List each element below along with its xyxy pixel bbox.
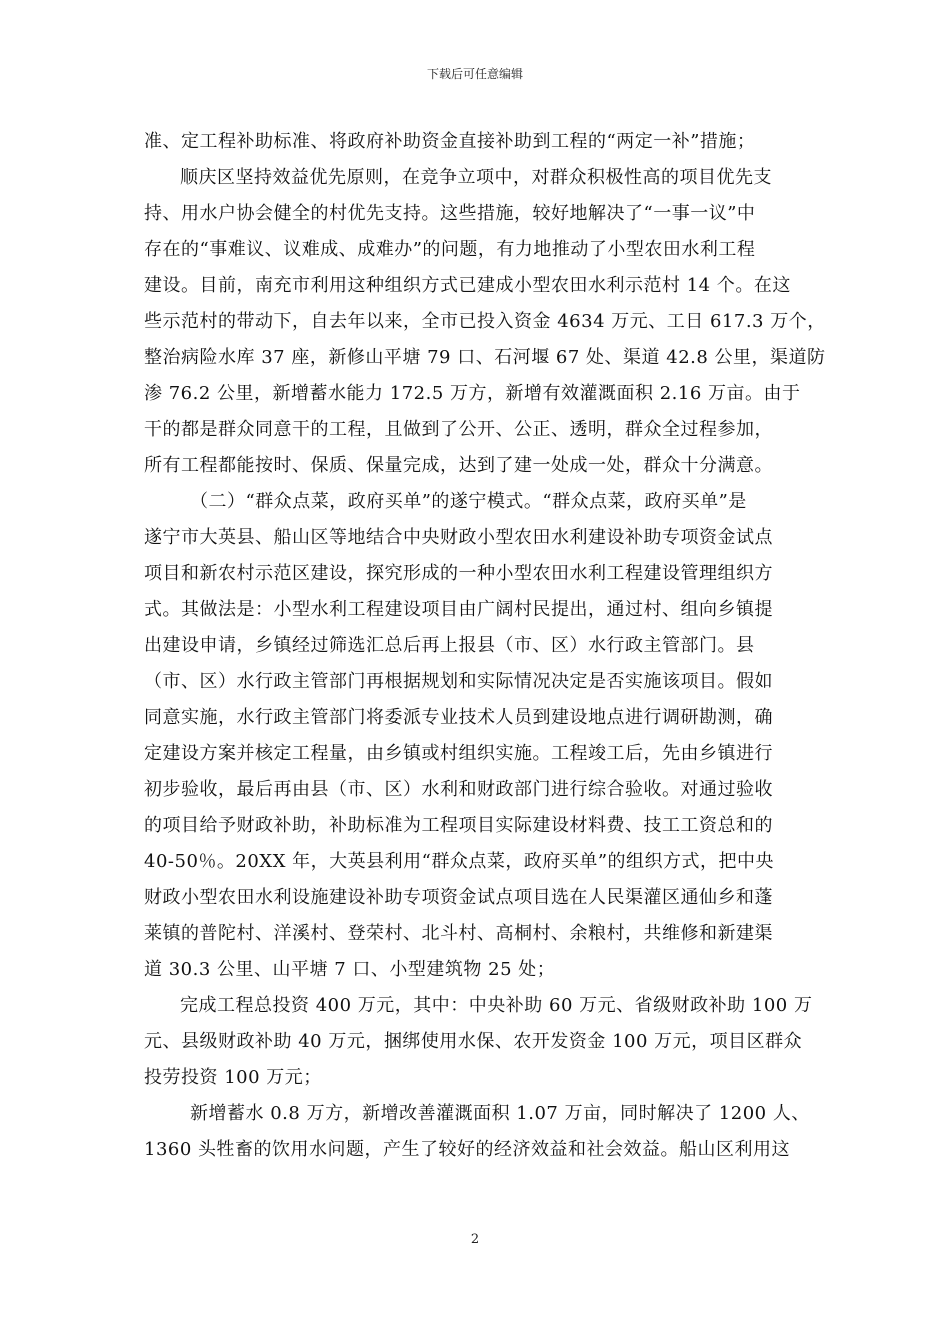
text-line: 新增蓄水 0.8 万方，新增改善灌溉面积 1.07 万亩，同时解决了 1200 人、 <box>190 1103 810 1124</box>
text-line: 式。其做法是：小型水利工程建设项目由广阔村民提出，通过村、组向乡镇提 <box>144 599 773 620</box>
text-line: 道 30.3 公里、山平塘 7 口、小型建筑物 25 处； <box>144 959 556 980</box>
page-number: 2 <box>470 1232 480 1247</box>
text-line: 渗 76.2 公里，新增蓄水能力 172.5 万方，新增有效灌溉面积 2.16 万亩。由于 <box>144 383 801 404</box>
document-body <box>144 124 826 1168</box>
text-line: 投劳投资 100 万元； <box>144 1067 322 1088</box>
section-heading-line: （二）“群众点菜，政府买单”的遂宁模式。“群众点菜，政府买单”是 <box>190 491 747 512</box>
text-line: 准、定工程补助标准、将政府补助资金直接补助到工程的“两定一补”措施； <box>144 131 756 152</box>
text-line: 所有工程都能按时、保质、保量完成，达到了建一处成一处，群众十分满意。 <box>144 455 773 476</box>
text-line: 些示范村的带动下，自去年以来，全市已投入资金 4634 万元、工日 617.3 万个， <box>144 311 826 332</box>
text-line: 莱镇的普陀村、洋溪村、登荣村、北斗村、高桐村、余粮村，共维修和新建渠 <box>144 923 773 944</box>
text-line: 1360 头牲畜的饮用水问题，产生了较好的经济效益和社会效益。船山区利用这 <box>144 1139 791 1160</box>
text-line: 整治病险水库 37 座，新修山平塘 79 口、石河堰 67 处、渠道 42.8 公里，渠道防 <box>144 347 826 368</box>
text-line: 出建设申请，乡镇经过筛选汇总后再上报县（市、区）水行政主管部门。县 <box>144 635 755 656</box>
text-line: （市、区）水行政主管部门再根据规划和实际情况决定是否实施该项目。假如 <box>144 671 773 692</box>
text-line: 遂宁市大英县、船山区等地结合中央财政小型农田水利建设补助专项资金试点 <box>144 527 773 548</box>
text-line: 的项目给予财政补助，补助标准为工程项目实际建设材料费、技工工资总和的 <box>144 815 773 836</box>
text-line: 同意实施，水行政主管部门将委派专业技术人员到建设地点进行调研勘测，确 <box>144 707 773 728</box>
text-line: 干的都是群众同意干的工程，且做到了公开、公正、透明，群众全过程参加， <box>144 419 773 440</box>
text-line: 持、用水户协会健全的村优先支持。这些措施，较好地解决了“一事一议”中 <box>144 203 756 224</box>
text-line: 元、县级财政补助 40 万元，捆绑使用水保、农开发资金 100 万元，项目区群众 <box>144 1031 803 1052</box>
text-line: 完成工程总投资 400 万元，其中：中央补助 60 万元、省级财政补助 100 万 <box>180 995 813 1016</box>
text-line: 存在的“事难议、议难成、成难办”的问题，有力地推动了小型农田水利工程 <box>144 239 756 260</box>
text-line: 40-50％。20XX 年，大英县利用“群众点菜，政府买单”的组织方式，把中央 <box>144 851 775 872</box>
text-line: 初步验收，最后再由县（市、区）水利和财政部门进行综合验收。对通过验收 <box>144 779 773 800</box>
text-line: 建设。目前，南充市利用这种组织方式已建成小型农田水利示范村 14 个。在这 <box>144 275 791 296</box>
text-line: 定建设方案并核定工程量，由乡镇或村组织实施。工程竣工后，先由乡镇进行 <box>144 743 773 764</box>
page-header-note: 下载后可任意编辑 <box>426 67 523 81</box>
text-line: 财政小型农田水利设施建设补助专项资金试点项目选在人民渠灌区通仙乡和蓬 <box>144 887 773 908</box>
text-line: 项目和新农村示范区建设，探究形成的一种小型农田水利工程建设管理组织方 <box>144 563 773 584</box>
text-line: 顺庆区坚持效益优先原则，在竞争立项中，对群众积极性高的项目优先支 <box>180 167 772 188</box>
